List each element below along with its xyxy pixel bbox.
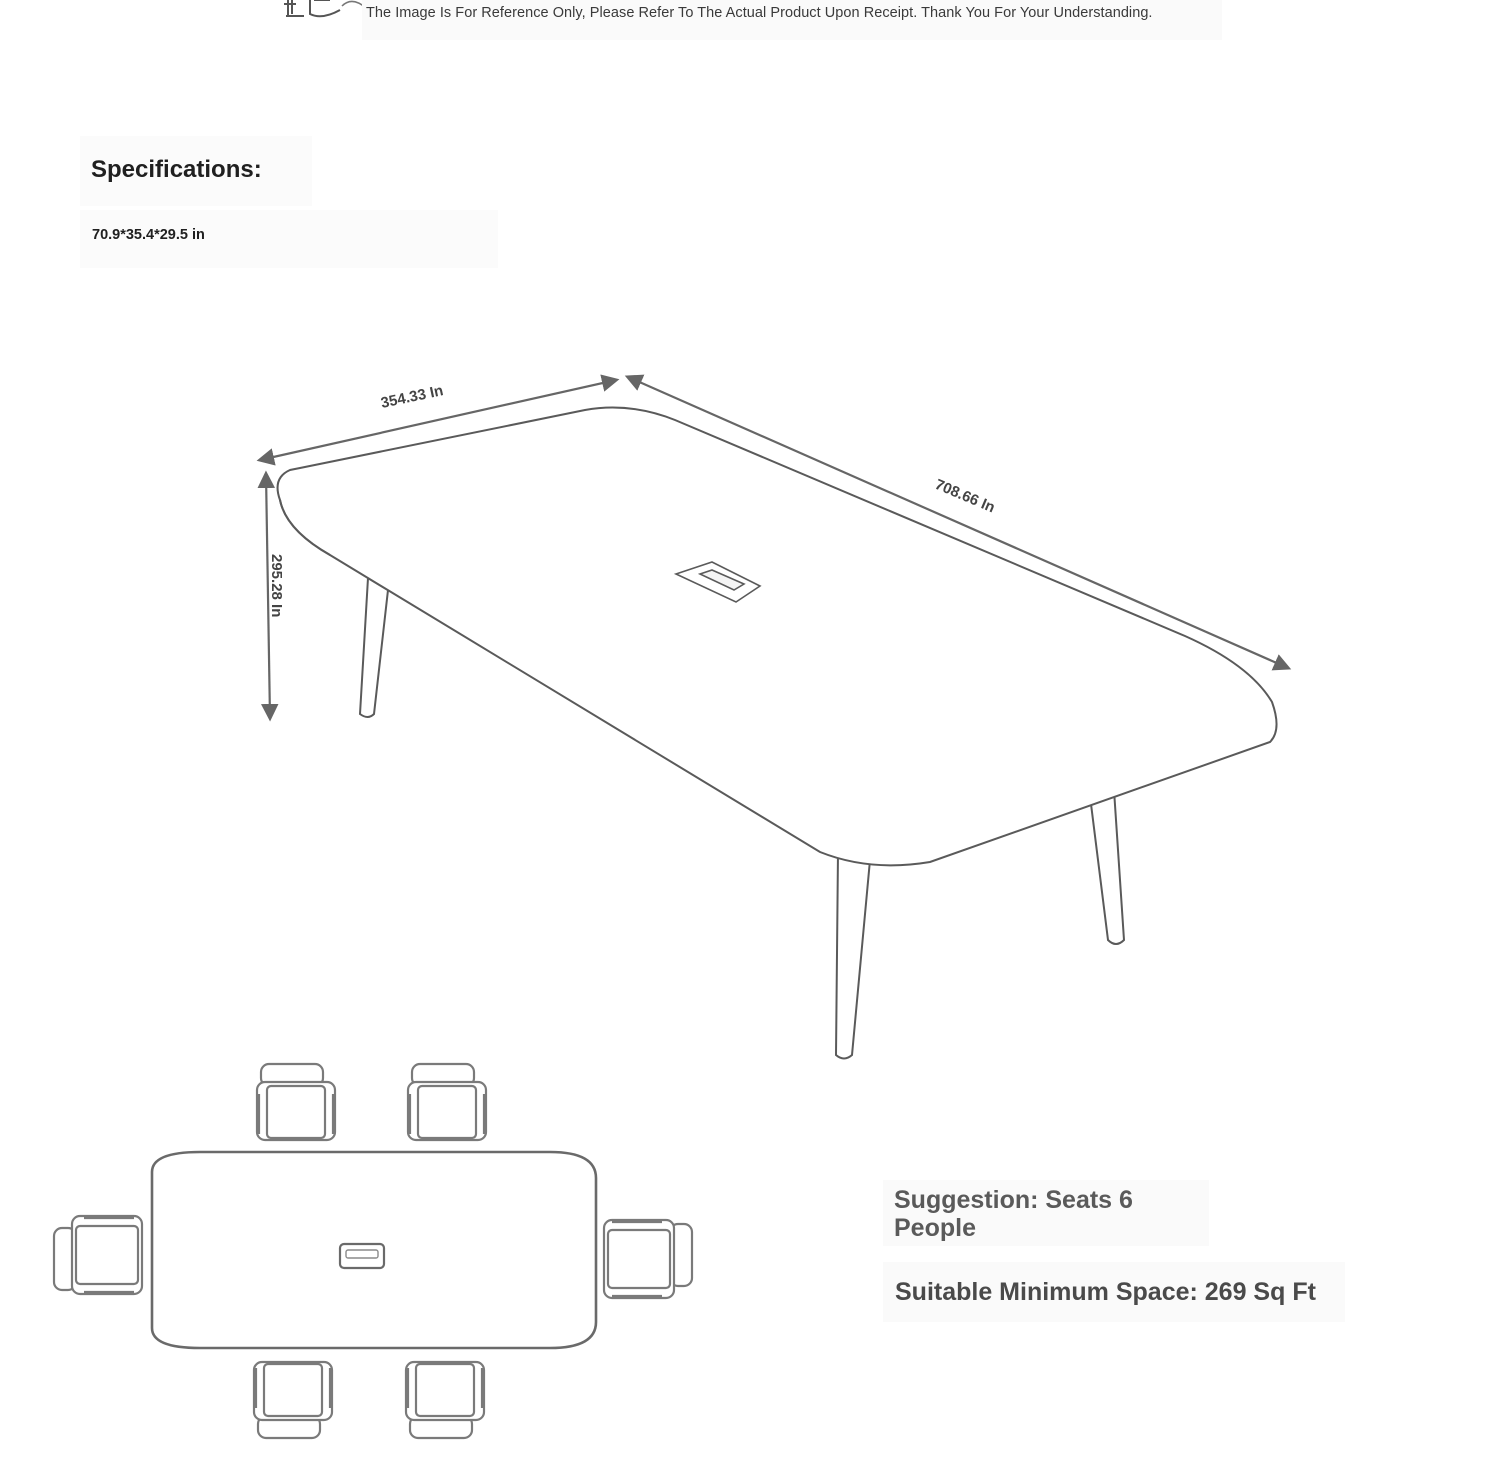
chair-icon [406,1362,484,1438]
chair-icon [254,1362,332,1438]
table-leg-left [360,578,388,717]
table-top [278,408,1277,866]
table-leg-front [836,852,870,1059]
chair-icon [54,1216,142,1294]
specifications-heading: Specifications: [80,136,312,206]
width-label: 354.33 In [379,382,445,412]
reference-notice: The Image Is For Reference Only, Please Refer To The Actual Product Upon Receipt. Thank You For Your Understanding. [362,0,1222,40]
height-label: 295.28 In [268,554,285,618]
specifications-dimensions: 70.9*35.4*29.5 in [80,210,498,268]
chair-icon [408,1064,486,1140]
chair-icon [257,1064,335,1140]
chair-icon [604,1220,692,1298]
top-view-layout [54,1064,692,1438]
table-leg-right [1090,790,1124,944]
length-label: 708.66 In [932,476,998,517]
minimum-space: Suitable Minimum Space: 269 Sq Ft [883,1262,1345,1322]
seating-suggestion: Suggestion: Seats 6 People [883,1180,1209,1246]
